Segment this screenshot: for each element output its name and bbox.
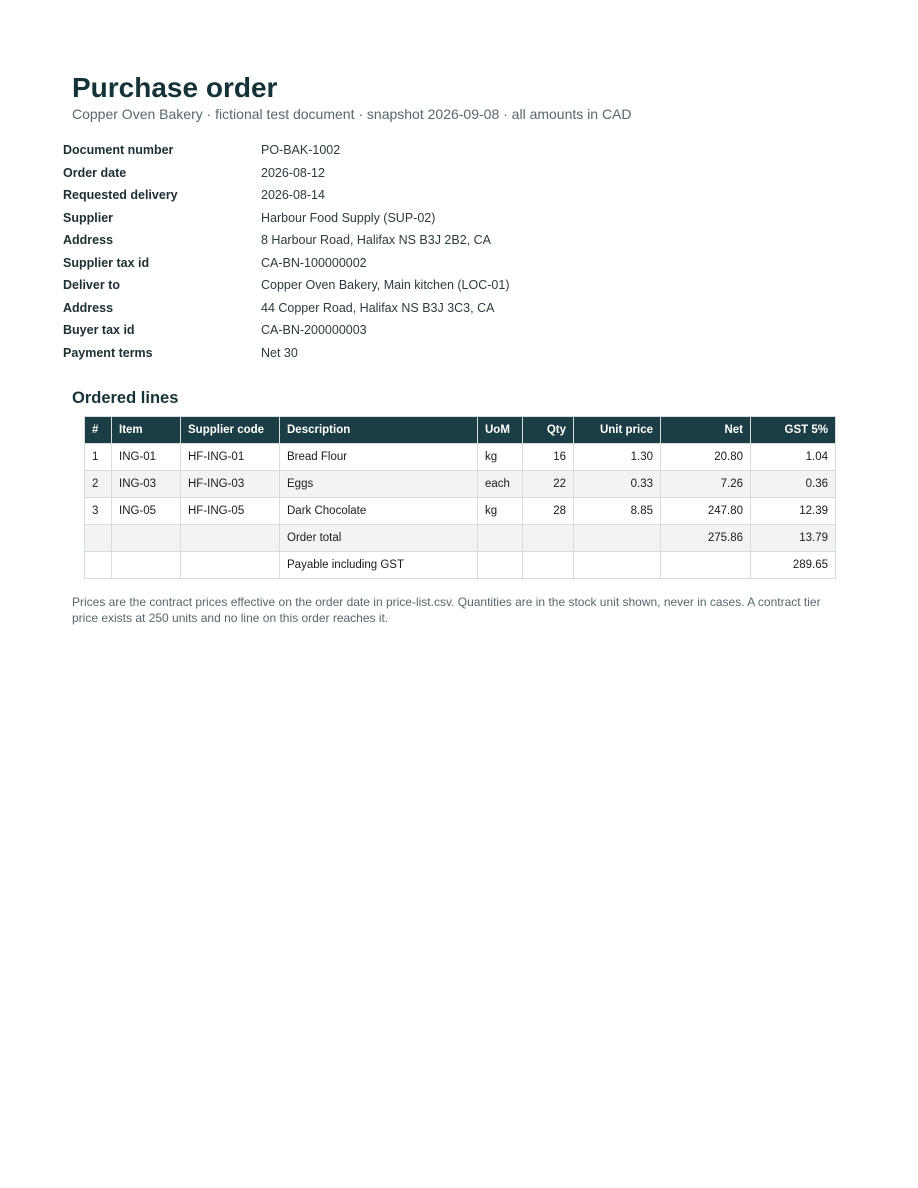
detail-row-buyer-tax-id — [63, 319, 509, 342]
detail-value: CA-BN-100000002 — [261, 255, 367, 270]
detail-label: Address — [63, 300, 114, 315]
cell-description: Dark Chocolate — [280, 498, 478, 525]
cell-item: ING-01 — [112, 444, 181, 471]
cell-qty: 28 — [523, 498, 574, 525]
cell-net: 20.80 — [661, 444, 751, 471]
cell-uom: each — [478, 471, 523, 498]
detail-row-supplier-tax-id — [63, 252, 509, 275]
detail-label: Order date — [63, 165, 127, 180]
footnote: Prices are the contract prices effective on the order date in price-list.csv. Quantities are in the stock unit shown, never in cases. A contract tier price exists at 250 units and no line on this order reaches it. — [72, 595, 821, 625]
detail-label: Supplier tax id — [63, 255, 150, 270]
column-header-gst: GST 5% — [751, 417, 836, 444]
payable-label: Payable including GST — [280, 552, 478, 579]
table-row — [85, 444, 836, 471]
detail-label: Payment terms — [63, 345, 153, 360]
section-title-ordered-lines: Ordered lines — [72, 389, 179, 407]
detail-row-payment-terms — [63, 342, 509, 365]
cell-gst: 12.39 — [751, 498, 836, 525]
table-header-row — [85, 417, 836, 444]
cell-line-number: 2 — [85, 471, 112, 498]
cell-description: Bread Flour — [280, 444, 478, 471]
cell-net: 247.80 — [661, 498, 751, 525]
detail-value: 44 Copper Road, Halifax NS B3J 3C3, CA — [261, 300, 495, 315]
detail-value: PO-BAK-1002 — [261, 143, 341, 158]
detail-row-document-number — [63, 139, 509, 162]
column-header-qty: Qty — [523, 417, 574, 444]
detail-value: Harbour Food Supply (SUP-02) — [261, 210, 436, 225]
detail-value: CA-BN-200000003 — [261, 323, 367, 338]
cell-net: 7.26 — [661, 471, 751, 498]
total-row — [85, 525, 836, 552]
column-header-uom: UoM — [478, 417, 523, 444]
cell-gst: 1.04 — [751, 444, 836, 471]
detail-value: Copper Oven Bakery, Main kitchen (LOC-01) — [261, 278, 510, 293]
column-header-unit-price: Unit price — [574, 417, 661, 444]
cell-item: ING-05 — [112, 498, 181, 525]
cell-qty: 22 — [523, 471, 574, 498]
ordered-lines-table — [84, 416, 836, 579]
total-net: 275.86 — [661, 525, 751, 552]
detail-row-supplier — [63, 207, 509, 230]
detail-value: 8 Harbour Road, Halifax NS B3J 2B2, CA — [261, 233, 491, 248]
cell-description: Eggs — [280, 471, 478, 498]
page-subtitle: Copper Oven Bakery · fictional test document · snapshot 2026-09-08 · all amounts in CAD — [72, 106, 632, 122]
cell-gst: 0.36 — [751, 471, 836, 498]
detail-label: Requested delivery — [63, 188, 178, 203]
detail-value: 2026-08-14 — [261, 188, 325, 203]
detail-row-deliver-to — [63, 274, 509, 297]
detail-label: Deliver to — [63, 278, 120, 293]
detail-label: Supplier — [63, 210, 114, 225]
column-header-net: Net — [661, 417, 751, 444]
detail-row-requested-delivery — [63, 184, 509, 207]
page-title: Purchase order — [72, 72, 278, 103]
column-header-description: Description — [280, 417, 478, 444]
detail-row-supplier-address — [63, 229, 509, 252]
table-row — [85, 471, 836, 498]
detail-value: 2026-08-12 — [261, 165, 325, 180]
detail-label: Address — [63, 233, 114, 248]
order-details — [63, 139, 509, 364]
payable-row — [85, 552, 836, 579]
cell-line-number: 3 — [85, 498, 112, 525]
column-header-item: Item — [112, 417, 181, 444]
total-gst: 13.79 — [751, 525, 836, 552]
cell-unit-price: 1.30 — [574, 444, 661, 471]
cell-uom: kg — [478, 444, 523, 471]
detail-label: Buyer tax id — [63, 323, 135, 338]
cell-uom: kg — [478, 498, 523, 525]
cell-supplier-code: HF-ING-05 — [181, 498, 280, 525]
detail-row-delivery-address — [63, 297, 509, 320]
total-label: Order total — [280, 525, 478, 552]
cell-item: ING-03 — [112, 471, 181, 498]
column-header-number: # — [85, 417, 112, 444]
cell-supplier-code: HF-ING-01 — [181, 444, 280, 471]
cell-unit-price: 8.85 — [574, 498, 661, 525]
table-row — [85, 498, 836, 525]
cell-supplier-code: HF-ING-03 — [181, 471, 280, 498]
cell-qty: 16 — [523, 444, 574, 471]
payable-amount: 289.65 — [751, 552, 836, 579]
detail-label: Document number — [63, 143, 174, 158]
column-header-supplier-code: Supplier code — [181, 417, 280, 444]
cell-line-number: 1 — [85, 444, 112, 471]
detail-row-order-date — [63, 162, 509, 185]
cell-unit-price: 0.33 — [574, 471, 661, 498]
detail-value: Net 30 — [261, 345, 298, 360]
